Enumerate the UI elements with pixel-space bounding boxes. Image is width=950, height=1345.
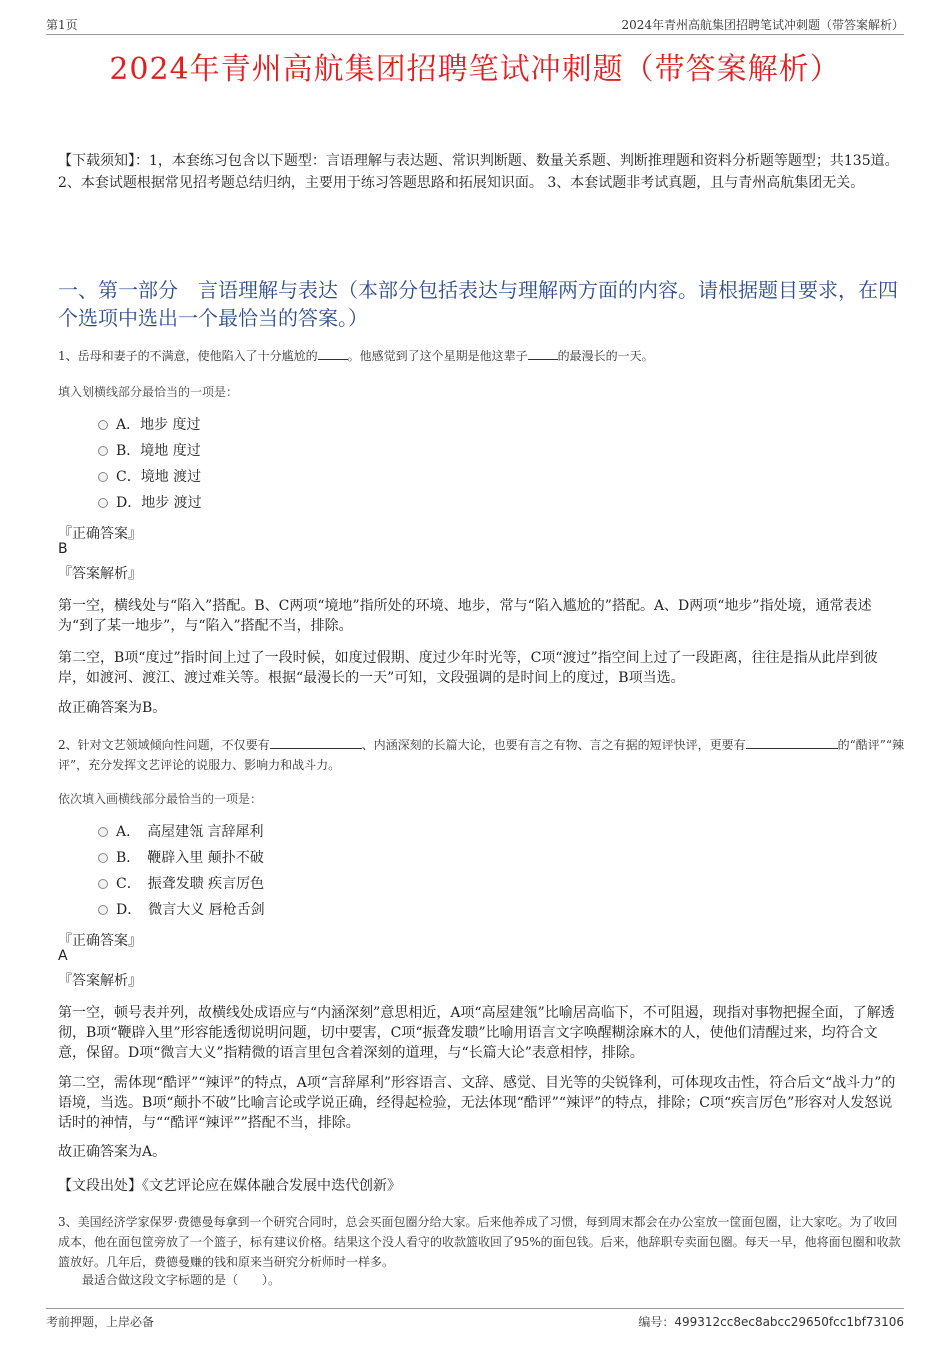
blank bbox=[746, 734, 838, 749]
q1-analysis-label: 『答案解析』 bbox=[58, 566, 142, 582]
radio-icon[interactable] bbox=[98, 853, 108, 863]
q1-conclusion: 故正确答案为B。 bbox=[58, 700, 167, 716]
download-notice: 【下载须知】：1，本套练习包含以下题型：言语理解与表达题、常识判断题、数量关系题、判断推理题和资料分析题等题型；共135道。 2、本套试题根据常见招考题总结归纳，主要用于练习答题思路和拓展知识面。 3、本套试题非考试真题，且与青州高航集团无关。 bbox=[58, 153, 899, 191]
question-1: 1、岳母和妻子的不满意，使他陷入了十分尴尬的 。他感觉到了这个星期是他这辈子 的最漫长的一天。 bbox=[58, 345, 908, 366]
q1-answer: B bbox=[58, 541, 68, 557]
q2-analysis-para-2: 第二空，需体现“酷评”“辣评”的特点，A项“言辞犀利”形容语言、文辞、感觉、目光等的尖锐锋利，可体现攻击性，符合后文“战斗力”的语境，当选。B项“颠扑不破”比喻言论或学说正确，经得起检验，无法体现“酷评”“辣评”的特点，排除；C项“疾言厉色”形容对人发怒说话时的神情，与““酷评“辣评””搭配不当，排除。 bbox=[58, 1075, 896, 1131]
page-footer bbox=[46, 1308, 904, 1329]
q1-analysis-para-1: 第一空，横线处与“陷入”搭配。B、C两项“境地”指所处的环境、地步，常与“陷入尴尬的”搭配。A、D两项“地步”指处境，通常表述为“到了某一地步”，与“陷入”搭配不当，排除。 bbox=[58, 598, 872, 634]
q2-analysis-para-1: 第一空，顿号表并列，故横线处成语应与“内涵深刻”意思相近，A项“高屋建瓴”比喻居高临下，不可阻遏，现指对事物把握全面，了解透彻，B项“鞭辟入里”形容能透彻说明问题，切中要害，C项“振聋发聩”比喻用语言文字唤醒糊涂麻木的人，使他们清醒过来，均符合文意，保留。D项“微言大义”指精微的语言里包含着深刻的道理，与“长篇大论”表意相悖，排除。 bbox=[58, 1005, 895, 1061]
question-2-instruction: 依次填入画横线部分最恰当的一项是： bbox=[58, 792, 263, 806]
question-3: 3、美国经济学家保罗·费德曼每拿到一个研究合同时，总会买面包圈分给大家。后来他养成了习惯，每到周末都会在办公室放一筐面包圈，让大家吃。为了收回成本，他在面包筐旁放了一个篮子，标有建议价格。结果这个没人看守的收款篮收回了95%的面包钱。后来，他辞职专卖面包圈。每天一早，他将面包圈和收款篮放好。几年后，费德曼赚的钱和原来当研究分析师时一样多。 bbox=[58, 1215, 901, 1269]
radio-icon[interactable] bbox=[98, 498, 108, 508]
q2-option-c[interactable]: C． 振聋发聩 疾言厉色 bbox=[98, 873, 264, 895]
q2-analysis-label: 『答案解析』 bbox=[58, 973, 142, 989]
section-heading: 一、第一部分 言语理解与表达（本部分包括表达与理解两方面的内容。请根据题目要求，在四个选项中选出一个最恰当的答案。） bbox=[58, 278, 898, 330]
blank bbox=[270, 734, 362, 749]
radio-icon[interactable] bbox=[98, 446, 108, 456]
q1-option-d[interactable]: D．地步 渡过 bbox=[98, 492, 202, 514]
question-2: 2、针对文艺领域倾向性问题，不仅要有 、内涵深刻的长篇大论，也要有言之有物、言之有据的短评快评，更要有 的“酷评”“辣评”，充分发挥文艺评论的说服力、影响力和战斗力。 bbox=[58, 734, 908, 775]
q2-answer: A bbox=[58, 948, 68, 964]
radio-icon[interactable] bbox=[98, 472, 108, 482]
q2-answer-label: 『正确答案』 bbox=[58, 933, 142, 949]
question-1-instruction: 填入划横线部分最恰当的一项是： bbox=[58, 385, 239, 399]
q2-source: 【文段出处】《文艺评论应在媒体融合发展中迭代创新》 bbox=[58, 1178, 401, 1194]
footer-code: 编号：499312cc8ec8abcc29650fcc1bf73106 bbox=[638, 1315, 904, 1329]
q1-answer-label: 『正确答案』 bbox=[58, 526, 142, 542]
radio-icon[interactable] bbox=[98, 420, 108, 430]
radio-icon[interactable] bbox=[98, 879, 108, 889]
q1-option-b[interactable]: B．境地 度过 bbox=[98, 440, 201, 462]
page-title: 2024年青州高航集团招聘笔试冲刺题（带答案解析） bbox=[109, 52, 841, 87]
q2-option-a[interactable]: A． 高屋建瓴 言辞犀利 bbox=[98, 821, 264, 843]
footer-slogan: 考前押题，上岸必备 bbox=[46, 1315, 155, 1329]
q1-option-c[interactable]: C．境地 渡过 bbox=[98, 466, 201, 488]
q2-option-d[interactable]: D． 微言大义 唇枪舌剑 bbox=[98, 899, 265, 921]
radio-icon[interactable] bbox=[98, 827, 108, 837]
page-header bbox=[46, 14, 904, 35]
blank bbox=[528, 345, 558, 360]
question-3-prompt: 最适合做这段文字标题的是（ ）。 bbox=[82, 1273, 281, 1287]
blank bbox=[318, 345, 348, 360]
q1-analysis-para-2: 第二空，B项“度过”指时间上过了一段时候，如度过假期、度过少年时光等，C项“渡过”指空间上过了一段距离，往往是指从此岸到彼岸，如渡河、渡江、渡过难关等。根据“最漫长的一天”可知，文段强调的是时间上的度过，B项当选。 bbox=[58, 650, 878, 686]
q2-option-b[interactable]: B． 鞭辟入里 颠扑不破 bbox=[98, 847, 264, 869]
page-number: 第1页 bbox=[46, 18, 78, 32]
q2-conclusion: 故正确答案为A。 bbox=[58, 1144, 167, 1160]
q1-option-a[interactable]: A．地步 度过 bbox=[98, 414, 201, 436]
header-doc-title: 2024年青州高航集团招聘笔试冲刺题（带答案解析） bbox=[621, 18, 904, 32]
radio-icon[interactable] bbox=[98, 905, 108, 915]
